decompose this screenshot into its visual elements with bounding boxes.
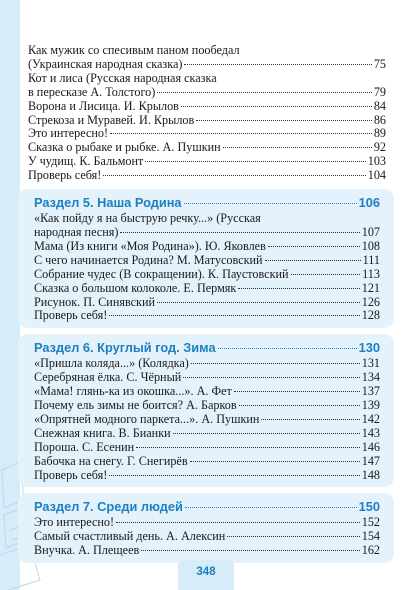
toc-entry-title: С чего начинается Родина? М. Матусовский [34, 252, 263, 267]
toc-entry-title: Мама (Из книги «Моя Родина»). Ю. Яковлев [34, 238, 266, 253]
toc-entry-row [34, 240, 380, 254]
dot-leader [223, 147, 372, 148]
toc-entry-page: 126 [361, 294, 380, 309]
toc-entry-page: 92 [373, 140, 386, 155]
toc-entry-title: Проверь себя! [34, 467, 108, 482]
section-heading [34, 499, 380, 514]
dot-leader [120, 232, 359, 233]
toc-entry-page: 152 [361, 515, 380, 530]
toc-entry-title: Это интересно! [34, 515, 115, 530]
dot-leader [184, 64, 371, 65]
toc-entry-row [34, 371, 380, 385]
toc-entry-row [34, 441, 380, 455]
toc-entry-row [28, 155, 386, 169]
toc-entry-line: Кот и лиса (Русская народная сказка [28, 70, 217, 85]
toc-entry-row [34, 309, 380, 323]
toc-entry [28, 100, 386, 114]
toc-entry [34, 212, 380, 240]
toc-entry-page: 79 [373, 84, 386, 99]
toc-entry [28, 127, 386, 141]
toc-entry-page: 128 [361, 308, 380, 323]
toc-entry-page: 131 [361, 356, 380, 371]
toc-entry [28, 141, 386, 155]
toc-entry-page: 146 [361, 439, 380, 454]
toc-entry-title: Проверь себя! [28, 168, 102, 183]
toc-entry-title: Сказка о большом колоколе. Е. Пермяк [34, 280, 237, 295]
toc-entry-row [34, 357, 380, 371]
section-heading [34, 340, 380, 355]
toc-entry-row [34, 544, 380, 558]
dot-leader [141, 550, 359, 551]
toc-entry-title: Проверь себя! [34, 308, 108, 323]
toc-entry-title: Пороша. С. Есенин [34, 439, 135, 454]
dot-leader [238, 288, 359, 289]
toc-entry-row [34, 469, 380, 483]
toc-entry-page: 121 [361, 280, 380, 295]
toc-entry-row [34, 413, 380, 427]
dot-leader [181, 106, 372, 107]
toc-entry-page: 154 [361, 529, 380, 544]
toc-entry-row [34, 385, 380, 399]
toc-entry [34, 268, 380, 282]
toc-entry-row [34, 427, 380, 441]
dot-leader [157, 92, 371, 93]
toc-entry-row [34, 516, 380, 530]
toc-entry-page: 139 [361, 398, 380, 413]
toc-entry-row [28, 127, 386, 141]
toc-entry-title: в пересказе А. Толстого) [28, 84, 156, 99]
toc-entry-row [34, 530, 380, 544]
toc-entry [34, 399, 380, 413]
toc-entry-row [28, 141, 386, 155]
toc-entry-line: «Как пойду я на быструю речку...» (Русская [34, 211, 261, 226]
toc-entry [34, 544, 380, 558]
toc-entry-page: 103 [367, 154, 386, 169]
dot-leader [268, 246, 360, 247]
left-margin-band [0, 0, 20, 590]
dot-leader [239, 405, 360, 406]
toc-entry [34, 530, 380, 544]
toc-entry-row [34, 399, 380, 413]
toc-entry [34, 282, 380, 296]
toc-entry-title: Собрание чудес (В сокращении). К. Паустовский [34, 266, 289, 281]
toc-entry [28, 155, 386, 169]
toc-entry-row [28, 58, 386, 72]
toc-entry [34, 296, 380, 310]
toc-entry-title: Внучка. А. Плещеев [34, 543, 140, 558]
toc-entry-row [34, 226, 380, 240]
dot-leader [103, 175, 365, 176]
toc-entry-line: Как мужик со спесивым паном пообедал [28, 43, 240, 57]
toc-section [28, 189, 386, 328]
dot-leader [116, 522, 360, 523]
dot-leader [109, 475, 359, 476]
toc-entry-title: Серебряная ёлка. С. Чёрный [34, 370, 182, 385]
toc-section [28, 493, 386, 563]
toc-entry [34, 254, 380, 268]
toc-entry-row [28, 100, 386, 114]
toc-entry [28, 169, 386, 183]
toc-entry [34, 413, 380, 427]
toc-entry [34, 240, 380, 254]
toc-entry [34, 309, 380, 323]
toc-entry-page: 148 [361, 467, 380, 482]
toc-entry [34, 516, 380, 530]
toc-entry-title: Почему ель зимы не боится? А. Барков [34, 398, 237, 413]
toc-entry-page: 142 [361, 411, 380, 426]
toc-entry-title: Бабочка на снегу. Г. Снегирёв [34, 453, 188, 468]
section-title: Раздел 6. Круглый год. Зима [34, 340, 216, 356]
dot-leader [183, 377, 359, 378]
dot-leader [185, 507, 357, 508]
toc-entry-page: 113 [362, 266, 380, 281]
dot-leader [218, 348, 357, 349]
toc-section [28, 334, 386, 487]
toc-entry-title: (Украинская народная сказка) [28, 56, 183, 71]
toc-entry [28, 114, 386, 128]
toc-entry-title: Сказка о рыбаке и рыбке. А. Пушкин [28, 140, 221, 155]
toc-entry-row [34, 296, 380, 310]
toc-entry-row [34, 254, 380, 268]
dot-leader [191, 363, 360, 364]
toc-entry [34, 427, 380, 441]
toc-entry-row [34, 268, 380, 282]
dot-leader [234, 391, 360, 392]
toc-entry-title: Это интересно! [28, 126, 109, 141]
dot-leader [291, 274, 361, 275]
toc-entry-title: У чудищ. К. Бальмонт [28, 154, 144, 169]
dot-leader [261, 419, 359, 420]
toc-entry-page: 134 [361, 370, 380, 385]
toc-entry [34, 469, 380, 483]
toc-entry-row [28, 86, 386, 100]
toc-entry-title: «Пришла коляда...» (Колядка) [34, 356, 189, 371]
toc-entry-row [34, 455, 380, 469]
dot-leader [109, 315, 359, 316]
section-entries [34, 516, 380, 558]
toc-entry-page: 108 [361, 238, 380, 253]
toc-entry-title: народная песня) [34, 224, 119, 239]
toc-entry [34, 371, 380, 385]
toc-entry-page: 89 [373, 126, 386, 141]
toc-entry-page: 104 [367, 168, 386, 183]
section-entries [34, 357, 380, 482]
toc-entry [28, 44, 386, 72]
toc-entry-page: 75 [373, 56, 386, 71]
toc-entry-page: 162 [361, 543, 380, 558]
toc-entry-page: 111 [362, 252, 380, 267]
section-heading [34, 195, 380, 210]
section-page: 106 [358, 195, 380, 211]
dot-leader [157, 302, 360, 303]
dot-leader [190, 461, 360, 462]
toc-entry-title: Стрекоза и Муравей. И. Крылов [28, 112, 195, 127]
dot-leader [173, 433, 360, 434]
section-page: 150 [358, 499, 380, 515]
toc-entry-page: 84 [373, 98, 386, 113]
section-entries [34, 212, 380, 323]
section-page: 130 [358, 340, 380, 356]
table-of-contents [28, 44, 386, 563]
toc-entry-title: Рисунок. П. Синявский [34, 294, 156, 309]
dot-leader [136, 447, 360, 448]
dot-leader [184, 203, 357, 204]
toc-entry-page: 143 [361, 425, 380, 440]
toc-entry-title: «Мама! глянь-ка из окошка...». А. Фет [34, 384, 232, 399]
toc-entry-title: Ворона и Лисица. И. Крылов [28, 98, 179, 113]
dot-leader [265, 260, 361, 261]
toc-entry-row [34, 282, 380, 296]
toc-entry [28, 72, 386, 100]
toc-entry-title: Самый счастливый день. А. Алексин [34, 529, 226, 544]
dot-leader [227, 536, 359, 537]
toc-entry-page: 107 [361, 224, 380, 239]
dot-leader [196, 120, 372, 121]
toc-entry-row [28, 169, 386, 183]
section-title: Раздел 5. Наша Родина [34, 195, 182, 211]
toc-entry-page: 137 [361, 384, 380, 399]
toc-entry-title: Снежная книга. В. Бианки [34, 425, 171, 440]
toc-entry [34, 385, 380, 399]
toc-entry-title: «Опрятней модного паркета...». А. Пушкин [34, 411, 260, 426]
toc-entry [34, 357, 380, 371]
section-title: Раздел 7. Среди людей [34, 499, 183, 515]
dot-leader [145, 161, 365, 162]
page-number: 348 [196, 566, 216, 578]
toc-entry [34, 441, 380, 455]
toc-entry [34, 455, 380, 469]
toc-entry-page: 86 [373, 112, 386, 127]
toc-entry-page: 147 [361, 453, 380, 468]
toc-entry-row [28, 114, 386, 128]
dot-leader [110, 133, 372, 134]
